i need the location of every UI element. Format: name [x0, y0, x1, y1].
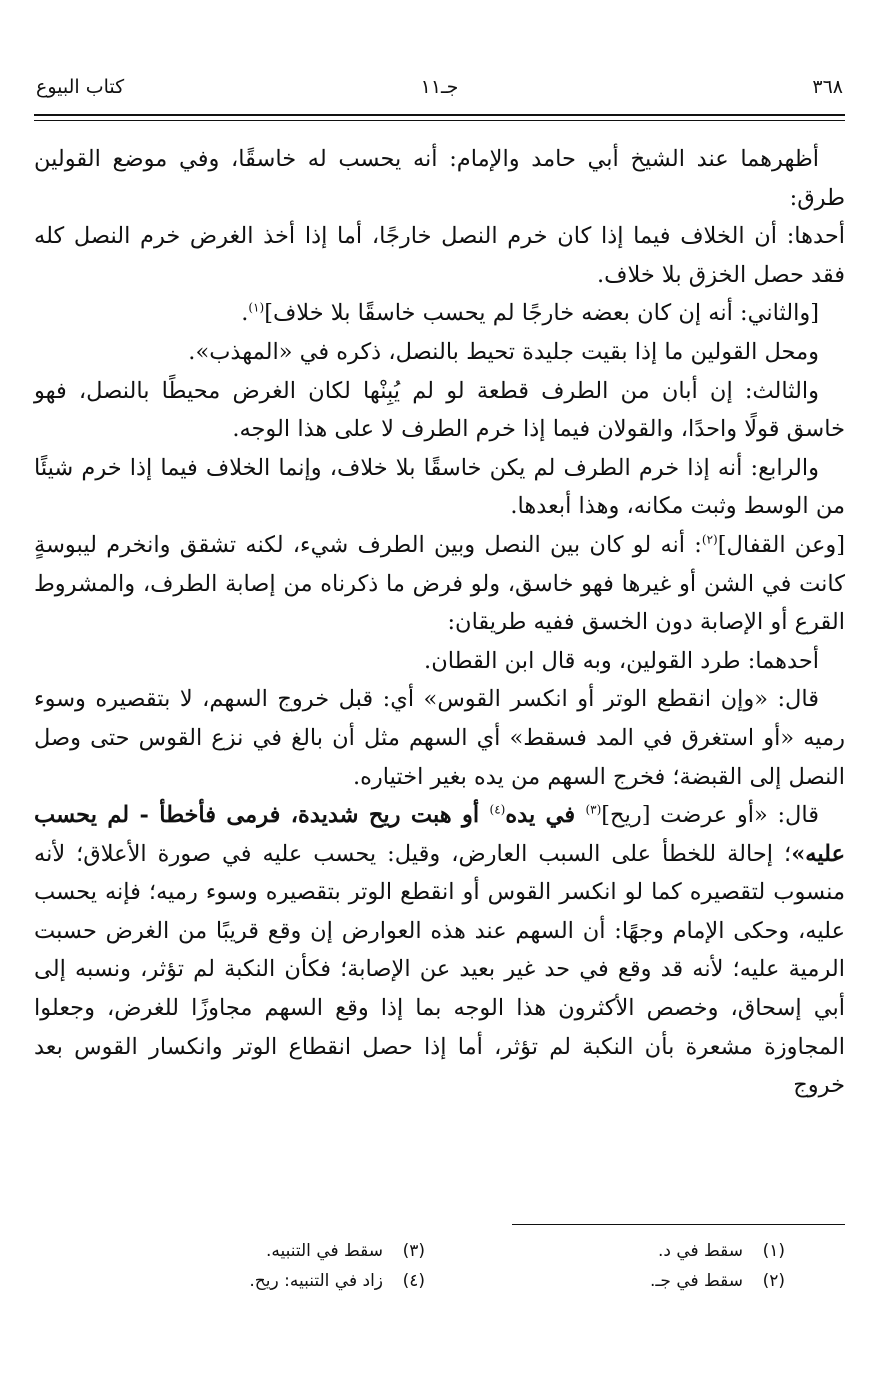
footnote-column: [455, 1236, 785, 1296]
footnote-ref: (٤): [489, 802, 506, 817]
paragraph-end: .: [241, 300, 249, 327]
footnote-text: سقط في د.: [657, 1241, 743, 1261]
paragraph: أحدها: أن الخلاف فيما إذا كان خرم النصل خارجًا، أما إذا أخذ الغرض خرم النصل كله فقد حصل الخزق بلا خلاف.: [34, 223, 845, 288]
paragraph: والثالث: إن أبان من الطرف قطعة لو لم يُبِنْها لكان الغرض محيطًا بالنصل، فهو خاسق قولًا واحدًا، والقولان فيما إذا خرم الطرف لا على هذا الوجه.: [34, 377, 845, 443]
paragraph: [34, 294, 845, 333]
footnote: [95, 1266, 425, 1296]
footnote-column: [95, 1236, 425, 1296]
footnote-number: (٣): [402, 1241, 425, 1261]
paragraph-start: [وعن القفال]: [717, 531, 846, 558]
footnote-ref: (٣): [585, 802, 602, 817]
paragraph: أحدهما: طرد القولين، وبه قال ابن القطان.: [424, 647, 819, 674]
footnote: [455, 1236, 785, 1266]
paragraph-text: [والثاني: أنه إن كان بعضه خارجًا لم يحسب خاسقًا بلا خلاف]: [264, 300, 819, 327]
paragraph-text: : أنه لو كان بين النصل وبين الطرف شيء، لكنه تشقق وانخرم ليبوسةٍ كانت في الشن أو غيرها فهو خاسق، ولو فرض ما ذكرناه من إصابة الطرف، والمشروط القرع أو الإصابة دون الخسق ففيه طريقان:: [34, 531, 845, 636]
footnote-text: زاد في التنبيه: ريح.: [249, 1271, 383, 1291]
quote-bold: أو هبت ريح شديدة، فرمى فأخطأ - لم يحسب عليه»: [34, 802, 845, 867]
page-number: ٣٦٨: [812, 76, 843, 98]
paragraph-text: ؛ إحالة للخطأ على السبب العارض، وقيل: يحسب عليه في صورة الأعلاق؛ لأنه منسوب لتقصيره كما لو انكسر القوس أو انقطع الوتر بتقصيره وسوء رميه؛ فإنه يحسب عليه، وحكى الإمام وجهًا: أن السهم عند هذه العوارض إن وقع قريبًا من الغرض حسبت الرمية عليه؛ لأنه قد وقع في حد غير بعيد عن الإصابة؛ فكأن النكبة لم تؤثر، ونسبه إلى أبي إسحاق، وخصص الأكثرون هذا الوجه بما إذا وقع السهم مجاوزًا للغرض، وجعلوا المجاوزة مشعرة بأن النكبة لم تؤثر، أما إذا حصل انقطاع الوتر وانكسار القوس بعد خروج: [34, 840, 845, 1099]
footnote-number: (٤): [402, 1271, 425, 1291]
book-title: كتاب البيوع: [36, 76, 125, 98]
footnote-text: سقط في جـ.: [650, 1271, 743, 1291]
footnote-ref: (١): [248, 300, 265, 315]
paragraph: ومحل القولين ما إذا بقيت جليدة تحيط بالنصل، ذكره في «المهذب».: [188, 338, 819, 365]
footnote-text: سقط في التنبيه.: [265, 1241, 383, 1261]
running-header: [36, 76, 843, 110]
paragraph: [34, 526, 845, 642]
paragraph: قال: «وإن انقطع الوتر أو انكسر القوس» أي: قبل خروج السهم، لا بتقصيره وسوء رميه «أو استغرق في المد فسقط» أي السهم مثل أن بالغ في نزع القوس حتى وصل النصل إلى القبضة؛ فخرج السهم من يده بغير اختياره.: [34, 686, 845, 790]
footnote-number: (١): [762, 1241, 785, 1261]
paragraph: [34, 796, 845, 1105]
quote-bold: في يده: [505, 802, 586, 829]
header-rule-thick: [34, 114, 845, 116]
footnote: [455, 1266, 785, 1296]
footnote-separator: [512, 1224, 845, 1225]
quote-start: قال: «أو عرضت [ريح]: [601, 802, 819, 829]
footnote: [95, 1236, 425, 1266]
volume-label: جـ١١: [420, 76, 459, 98]
main-text: [34, 140, 845, 1105]
footnotes: [34, 1236, 845, 1296]
footnote-number: (٢): [762, 1271, 785, 1291]
header-rule-thin: [34, 120, 845, 121]
paragraph: والرابع: أنه إذا خرم الطرف لم يكن خاسقًا بلا خلاف، وإنما الخلاف فيما إذا خرم شيئًا من الوسط وثبت مكانه، وهذا أبعدها.: [34, 454, 845, 520]
footnote-ref: (٢): [701, 532, 718, 547]
paragraph: أظهرهما عند الشيخ أبي حامد والإمام: أنه يحسب له خاسقًا، وفي موضع القولين طرق:: [34, 146, 845, 211]
